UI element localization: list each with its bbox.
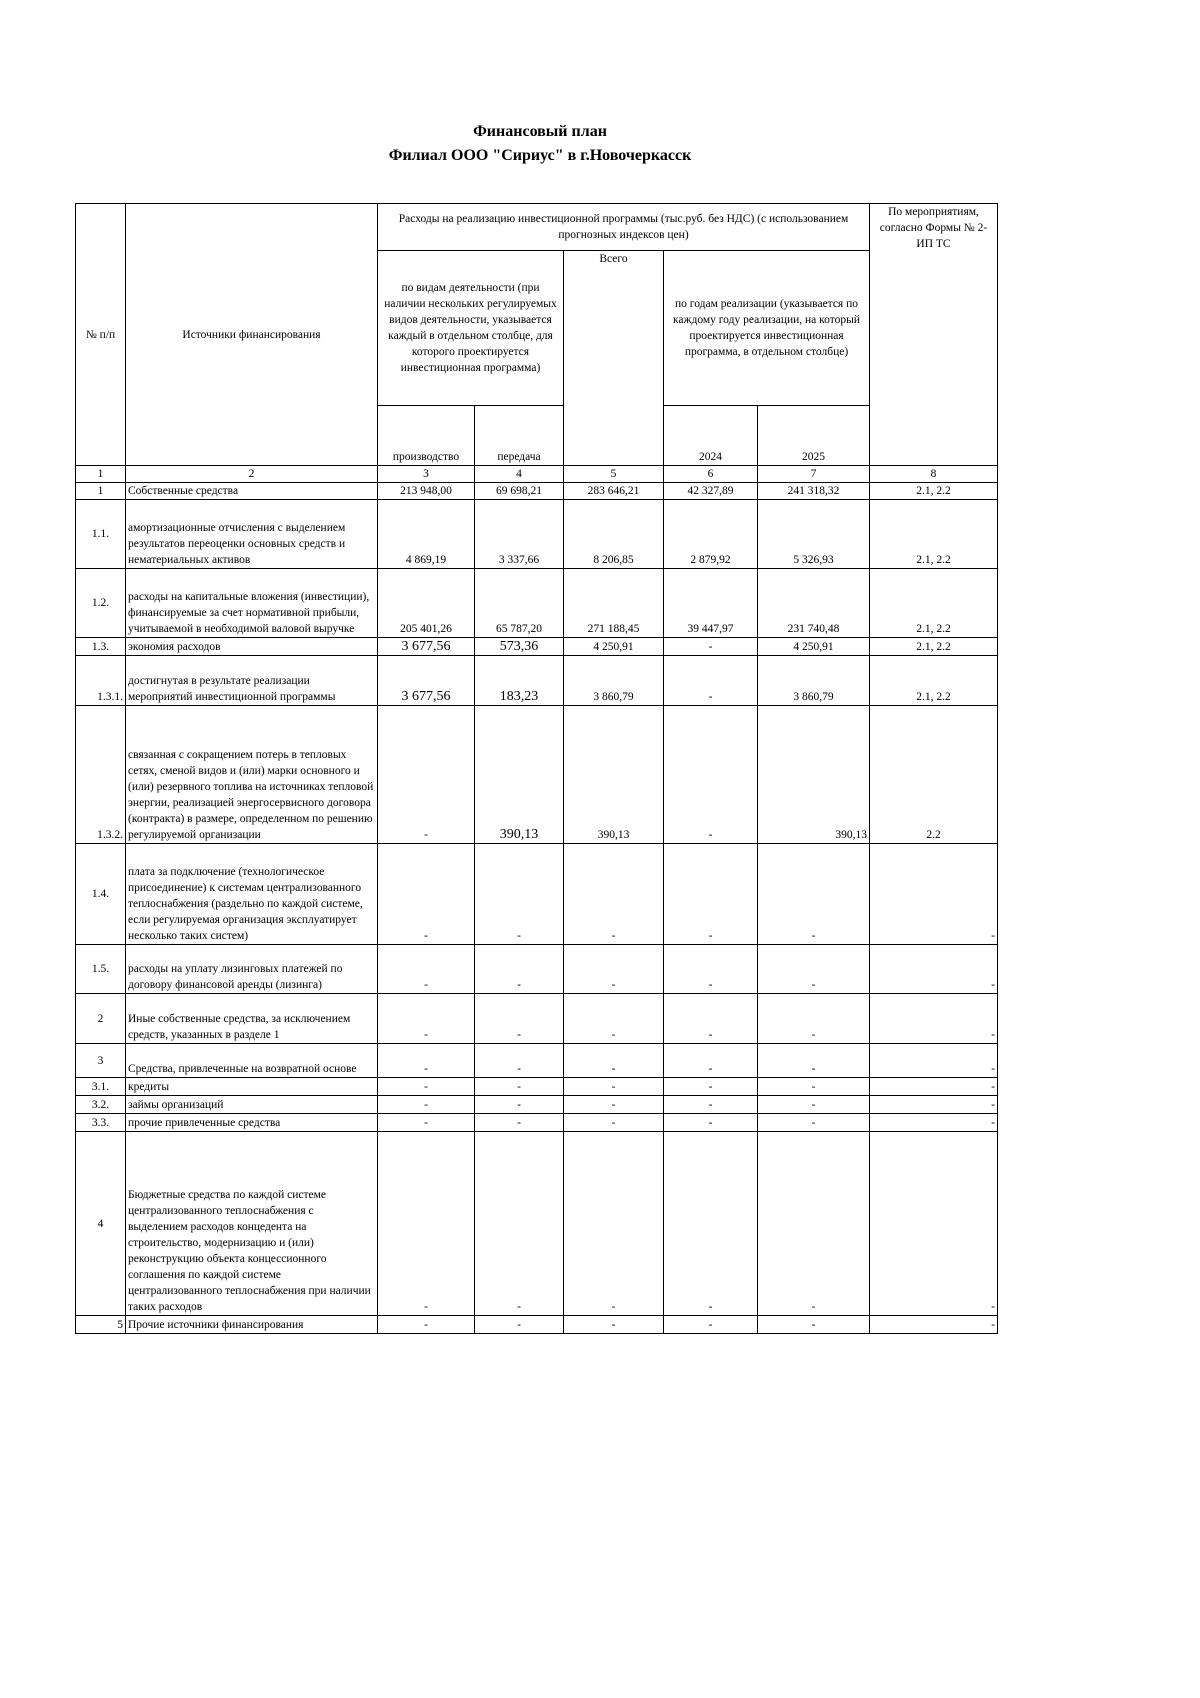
cell-transfer: - — [475, 994, 564, 1044]
cell-2025: - — [758, 1114, 870, 1132]
cell-forms: 2.2 — [870, 706, 998, 844]
row-label: кредиты — [126, 1078, 378, 1096]
row-number: 3.3. — [76, 1114, 126, 1132]
row-number: 1.2. — [76, 569, 126, 638]
row-number: 4 — [76, 1132, 126, 1316]
table-row — [76, 569, 998, 638]
colnum: 6 — [664, 466, 758, 483]
cell-2025: 241 318,32 — [758, 483, 870, 500]
cell-2025: - — [758, 994, 870, 1044]
row-label: связанная с сокращением потерь в тепловых сетях, сменой видов и (или) марки основного и (или) резервного топлива на источниках тепловой энергии, реализацией энергосервисного договора (контракта) в размере, определенном по решению регулируемой организации — [126, 706, 378, 844]
cell-2025: - — [758, 1096, 870, 1114]
cell-transfer: - — [475, 1096, 564, 1114]
row-label: Бюджетные средства по каждой системе централизованного теплоснабжения с выделением расходов концедента на строительство, модернизацию и (или) реконструкцию объекта концессионного соглашения по каждой системе централизованного теплоснабжения при наличии таких расходов — [126, 1132, 378, 1316]
table-row — [76, 656, 998, 706]
row-number: 1.4. — [76, 844, 126, 945]
header-year-2024: 2024 — [664, 406, 758, 466]
row-label: плата за подключение (технологическое присоединение) к системам централизованного теплоснабжения (раздельно по каждой системе, если регулируемая организация эксплуатирует несколько таких систем) — [126, 844, 378, 945]
cell-2025: 231 740,48 — [758, 569, 870, 638]
row-number: 1.3. — [76, 638, 126, 656]
cell-2025: - — [758, 1078, 870, 1096]
cell-2025: 390,13 — [758, 706, 870, 844]
row-number: 1.5. — [76, 945, 126, 994]
financial-plan-table — [75, 203, 998, 1334]
table-row — [76, 1044, 998, 1078]
cell-transfer: - — [475, 1078, 564, 1096]
cell-production: 213 948,00 — [378, 483, 475, 500]
header-no: № п/п — [76, 204, 126, 466]
cell-total: 271 188,45 — [564, 569, 664, 638]
document-title: Финансовый план — [473, 123, 607, 140]
colnum: 3 — [378, 466, 475, 483]
colnum: 5 — [564, 466, 664, 483]
cell-production: - — [378, 994, 475, 1044]
header-by-activity: по видам деятельности (при наличии нескольких регулируемых видов деятельности, указывается каждый в отдельном столбце, для которого проектируется инвестиционная программа) — [378, 251, 564, 406]
cell-2024: - — [664, 706, 758, 844]
table-row — [76, 994, 998, 1044]
cell-2025: - — [758, 844, 870, 945]
cell-forms: - — [870, 945, 998, 994]
cell-2024: 42 327,89 — [664, 483, 758, 500]
cell-total: 390,13 — [564, 706, 664, 844]
header-by-years: по годам реализации (указывается по каждому году реализации, на который проектируется инвестиционная программа, в отдельном столбце) — [664, 251, 870, 406]
cell-total: 4 250,91 — [564, 638, 664, 656]
cell-production: - — [378, 1096, 475, 1114]
cell-transfer: - — [475, 1044, 564, 1078]
cell-2025: - — [758, 1132, 870, 1316]
row-number: 1 — [76, 483, 126, 500]
table-row — [76, 638, 998, 656]
colnum: 2 — [126, 466, 378, 483]
cell-forms: - — [870, 1114, 998, 1132]
cell-2025: - — [758, 1316, 870, 1334]
cell-forms: - — [870, 1078, 998, 1096]
cell-production: 4 869,19 — [378, 500, 475, 569]
row-number: 2 — [76, 994, 126, 1044]
cell-2024: - — [664, 656, 758, 706]
cell-total: - — [564, 1316, 664, 1334]
table-row — [76, 483, 998, 500]
cell-total: 8 206,85 — [564, 500, 664, 569]
row-label: прочие привлеченные средства — [126, 1114, 378, 1132]
header-by-measures: По мероприятиям, согласно Формы № 2-ИП ТС — [870, 204, 998, 466]
cell-transfer: - — [475, 844, 564, 945]
cell-2024: - — [664, 945, 758, 994]
row-label: Иные собственные средства, за исключением средств, указанных в разделе 1 — [126, 994, 378, 1044]
cell-production: - — [378, 1044, 475, 1078]
row-number: 3.2. — [76, 1096, 126, 1114]
colnum: 1 — [76, 466, 126, 483]
column-numbers-row — [76, 466, 998, 483]
cell-production: - — [378, 945, 475, 994]
cell-2024: - — [664, 844, 758, 945]
cell-total: - — [564, 1044, 664, 1078]
document-subtitle: Филиал ООО "Сириус" в г.Новочеркасск — [388, 147, 692, 164]
row-label: займы организаций — [126, 1096, 378, 1114]
row-label: Прочие источники финансирования — [126, 1316, 378, 1334]
row-number: 1.1. — [76, 500, 126, 569]
row-number: 1.3.1. — [76, 656, 126, 706]
cell-transfer: 69 698,21 — [475, 483, 564, 500]
row-label: расходы на капитальные вложения (инвестиции), финансируемые за счет нормативной прибыли, учитываемой в необходимой валовой выручке — [126, 569, 378, 638]
cell-forms: - — [870, 994, 998, 1044]
cell-forms: - — [870, 1044, 998, 1078]
table-row — [76, 1132, 998, 1316]
cell-total: - — [564, 994, 664, 1044]
cell-2025: 5 326,93 — [758, 500, 870, 569]
cell-2024: - — [664, 1096, 758, 1114]
row-label: расходы на уплату лизинговых платежей по договору финансовой аренды (лизинга) — [126, 945, 378, 994]
table-row — [76, 1096, 998, 1114]
header-expenses: Расходы на реализацию инвестиционной программы (тыс.руб. без НДС) (с использованием прогнозных индексов цен) — [378, 204, 870, 251]
cell-production: - — [378, 1316, 475, 1334]
table-row — [76, 1078, 998, 1096]
cell-2024: - — [664, 638, 758, 656]
cell-forms: 2.1, 2.2 — [870, 638, 998, 656]
cell-total: - — [564, 945, 664, 994]
cell-2025: - — [758, 1044, 870, 1078]
cell-2025: 3 860,79 — [758, 656, 870, 706]
colnum: 8 — [870, 466, 998, 483]
cell-transfer: 183,23 — [475, 656, 564, 706]
table-row — [76, 844, 998, 945]
table-row — [76, 706, 998, 844]
cell-forms: - — [870, 1132, 998, 1316]
cell-2025: 4 250,91 — [758, 638, 870, 656]
cell-2024: - — [664, 1132, 758, 1316]
cell-production: - — [378, 1114, 475, 1132]
cell-forms: 2.1, 2.2 — [870, 483, 998, 500]
header-production: производство — [378, 406, 475, 466]
cell-transfer: - — [475, 1132, 564, 1316]
cell-2024: - — [664, 1078, 758, 1096]
cell-2024: 39 447,97 — [664, 569, 758, 638]
header-total: Всего — [564, 251, 664, 466]
cell-total: - — [564, 1132, 664, 1316]
cell-forms: - — [870, 1316, 998, 1334]
cell-transfer: 65 787,20 — [475, 569, 564, 638]
table-row — [76, 1316, 998, 1334]
cell-2024: - — [664, 1114, 758, 1132]
cell-total: - — [564, 1078, 664, 1096]
cell-2024: - — [664, 994, 758, 1044]
cell-total: - — [564, 1096, 664, 1114]
header-transfer: передача — [475, 406, 564, 466]
cell-2024: - — [664, 1316, 758, 1334]
row-number: 3 — [76, 1044, 126, 1078]
cell-production: 205 401,26 — [378, 569, 475, 638]
cell-forms: 2.1, 2.2 — [870, 569, 998, 638]
colnum: 4 — [475, 466, 564, 483]
cell-forms: - — [870, 844, 998, 945]
cell-transfer: 390,13 — [475, 706, 564, 844]
cell-production: - — [378, 706, 475, 844]
row-label: Средства, привлеченные на возвратной основе — [126, 1044, 378, 1078]
cell-total: - — [564, 1114, 664, 1132]
table-row — [76, 500, 998, 569]
cell-transfer: - — [475, 1316, 564, 1334]
row-label: достигнутая в результате реализации мероприятий инвестиционной программы — [126, 656, 378, 706]
cell-2024: - — [664, 1044, 758, 1078]
cell-forms: 2.1, 2.2 — [870, 656, 998, 706]
table-row — [76, 1114, 998, 1132]
header-year-2025: 2025 — [758, 406, 870, 466]
cell-total: - — [564, 844, 664, 945]
cell-transfer: 573,36 — [475, 638, 564, 656]
row-label: экономия расходов — [126, 638, 378, 656]
cell-production: 3 677,56 — [378, 656, 475, 706]
cell-production: 3 677,56 — [378, 638, 475, 656]
row-label: амортизационные отчисления с выделением результатов переоценки основных средств и нематериальных активов — [126, 500, 378, 569]
cell-transfer: - — [475, 945, 564, 994]
row-number: 3.1. — [76, 1078, 126, 1096]
row-number: 5 — [76, 1316, 126, 1334]
cell-2024: 2 879,92 — [664, 500, 758, 569]
cell-production: - — [378, 1078, 475, 1096]
table-row — [76, 945, 998, 994]
cell-2025: - — [758, 945, 870, 994]
cell-production: - — [378, 844, 475, 945]
cell-forms: 2.1, 2.2 — [870, 500, 998, 569]
cell-forms: - — [870, 1096, 998, 1114]
cell-transfer: - — [475, 1114, 564, 1132]
colnum: 7 — [758, 466, 870, 483]
cell-total: 283 646,21 — [564, 483, 664, 500]
cell-total: 3 860,79 — [564, 656, 664, 706]
cell-transfer: 3 337,66 — [475, 500, 564, 569]
row-label: Собственные средства — [126, 483, 378, 500]
header-sources: Источники финансирования — [126, 204, 378, 466]
cell-production: - — [378, 1132, 475, 1316]
row-number: 1.3.2. — [76, 706, 126, 844]
